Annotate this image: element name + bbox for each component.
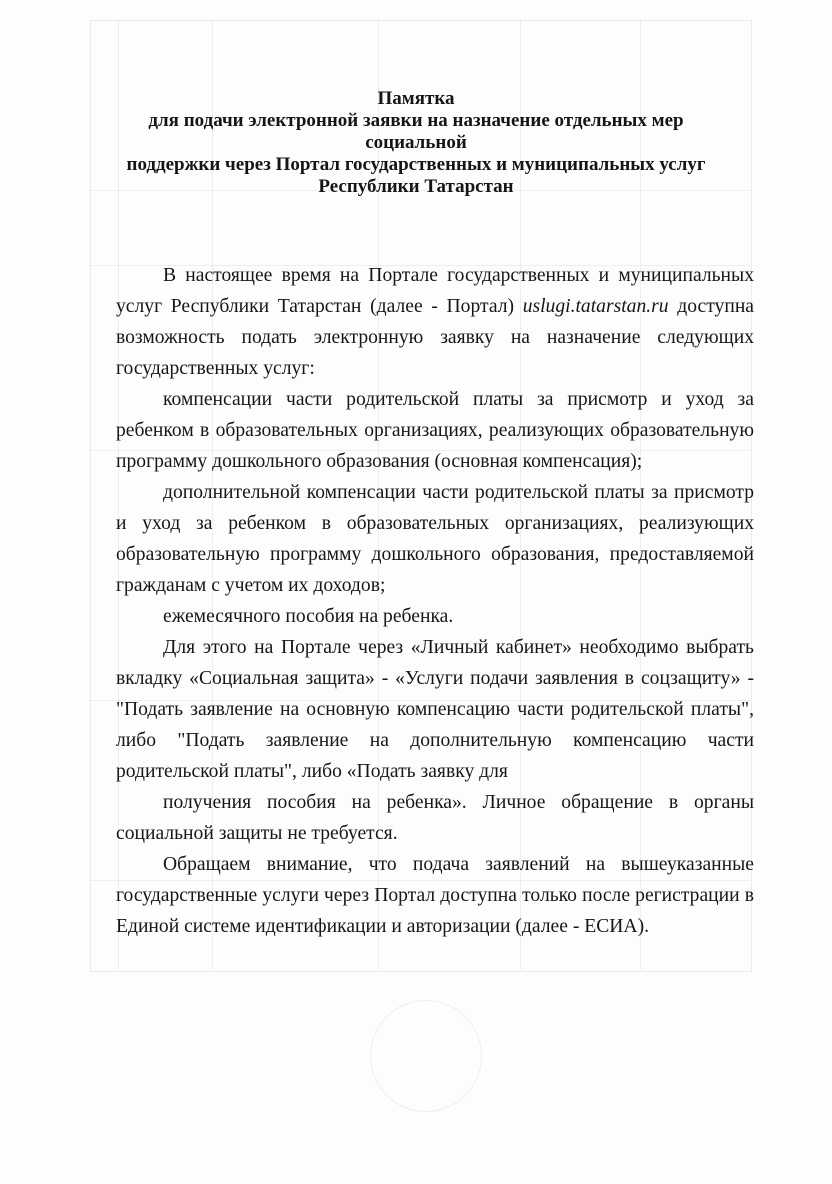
title-line: поддержки через Портал государственных и муниципальных услуг <box>126 154 706 175</box>
title-line: Республики Татарстан <box>318 176 514 197</box>
document-body <box>116 260 754 942</box>
ghost-seal <box>370 1000 482 1112</box>
document-title <box>40 88 792 198</box>
portal-site-link: uslugi.tatarstan.ru <box>522 296 669 317</box>
intro-text: В настоящее время на Портале государственных и муниципальных услуг Республики Татарстан (далее - Портал) <box>116 265 754 317</box>
title-line: социальной <box>365 132 467 153</box>
title-line: Памятка <box>377 88 455 109</box>
paragraph-instructions-cont: получения пособия на ребенка». Личное обращение в органы социальной защиты не требуется. <box>116 792 754 844</box>
paragraph-service-1: компенсации части родительской платы за присмотр и уход за ребенком в образовательных организациях, реализующих образовательную программу дошкольного образования (основная компенсация); <box>116 389 754 472</box>
paragraph-instructions: Для этого на Портале через «Личный кабинет» необходимо выбрать вкладку «Социальная защита» - «Услуги подачи заявления в соцзащиту» - "Подать заявление на основную компенсацию части родительской платы", либо "Подать заявление на дополнительную компенсацию части родительской платы", либо «Подать заявку для <box>116 637 754 782</box>
paragraph-intro <box>116 260 754 384</box>
title-line: для подачи электронной заявки на назначение отдельных мер <box>148 110 684 131</box>
paragraph-notice: Обращаем внимание, что подача заявлений на вышеуказанные государственные услуги через Портал доступна только после регистрации в Единой системе идентификации и авторизации (далее - ЕСИА). <box>116 854 754 937</box>
paragraph-service-3: ежемесячного пособия на ребенка. <box>163 606 454 627</box>
paragraph-service-2: дополнительной компенсации части родительской платы за присмотр и уход за ребенком в образовательных организациях, реализующих образовательную программу дошкольного образования, предоставляемой гражданам с учетом их доходов; <box>116 482 754 596</box>
intro-text-rest: доступна возможность подать электронную заявку на назначение следующих государственных услуг: <box>116 296 755 379</box>
